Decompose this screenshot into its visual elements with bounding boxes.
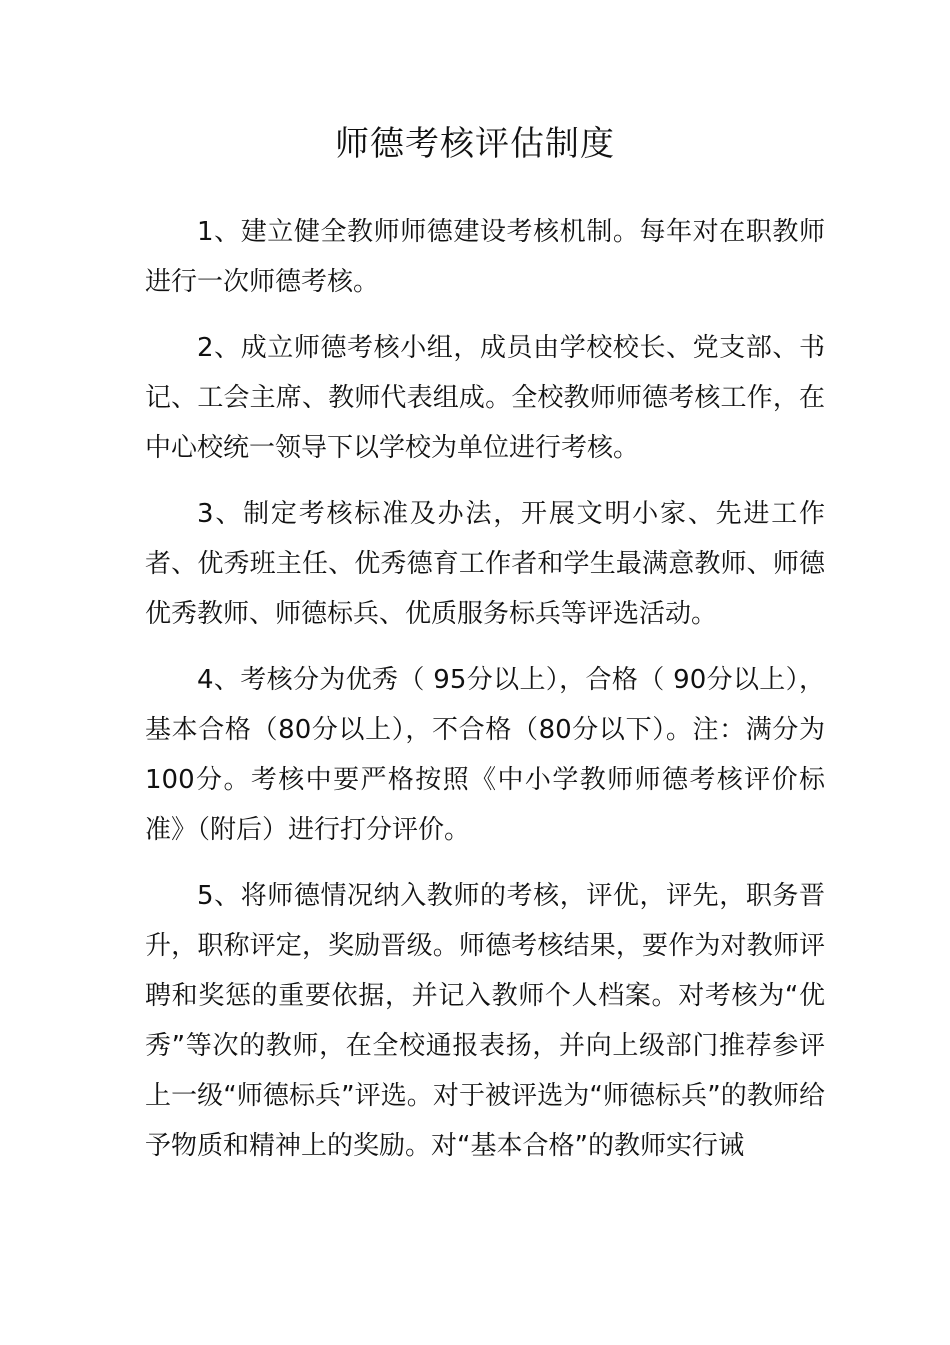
paragraph-3: 3、制定考核标准及办法，开展文明小家、先进工作者、优秀班主任、优秀德育工作者和学生最满意教师、师德优秀教师、师德标兵、优质服务标兵等评选活动。 <box>145 499 825 629</box>
paragraph-5: 5、将师德情况纳入教师的考核，评优，评先，职务晋升，职称评定，奖励晋级。师德考核结果，要作为对教师评聘和奖惩的重要依据，并记入教师个人档案。对考核为“优秀”等次的教师，在全校通报表扬，并向上级部门推荐参评上一级“师德标兵”评选。对于被评选为“师德标兵”的教师给予物质和精神上的奖励。对“基本合格”的教师实行诫 <box>145 881 825 1161</box>
paragraph-1: 1、建立健全教师师德建设考核机制。每年对在职教师进行一次师德考核。 <box>145 217 825 297</box>
paragraph-2: 2、成立师德考核小组，成员由学校校长、党支部、书记、工会主席、教师代表组成。全校教师师德考核工作，在中心校统一领导下以学校为单位进行考核。 <box>145 333 825 463</box>
paragraph-4: 4、考核分为优秀（ 95分以上），合格（ 90分以上），基本合格（80分以上），不合格（80分以下）。注：满分为100分。考核中要严格按照《中小学教师师德考核评价标准》（附后）进行打分评价。 <box>145 665 825 845</box>
document-title: 师德考核评估制度 <box>335 124 615 164</box>
document-body <box>145 207 825 1187</box>
